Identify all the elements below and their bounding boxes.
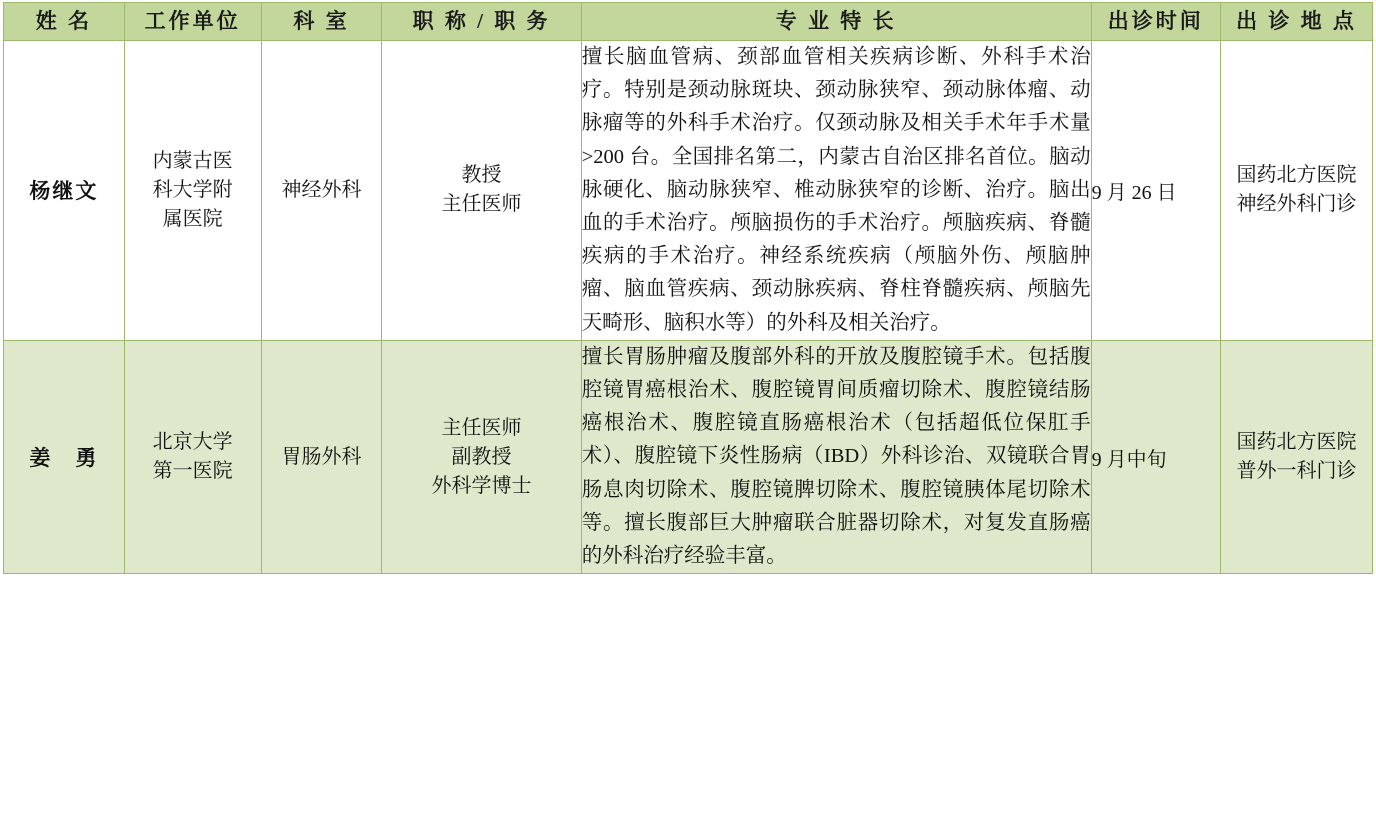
cell-specialty: 擅长胃肠肿瘤及腹部外科的开放及腹腔镜手术。包括腹腔镜胃癌根治术、腹腔镜胃间质瘤切除术、腹腔镜结肠癌根治术、腹腔镜直肠癌根治术（包括超低位保肛手术）、腹腔镜下炎性肠病（IBD）外科诊治、双镜联合胃肠息肉切除术、腹腔镜脾切除术、腹腔镜胰体尾切除术等。擅长腹部巨大肿瘤联合脏器切除术，对复发直肠癌的外科治疗经验丰富。 xyxy=(581,340,1091,573)
title-line: 外科学博士 xyxy=(431,474,532,497)
column-header-organization: 工作单位 xyxy=(124,3,261,41)
visit-location-line: 国药北方医院 xyxy=(1236,431,1357,454)
column-header-specialty: 专 业 特 长 xyxy=(581,3,1091,41)
organization-line: 科大学附 xyxy=(152,178,233,201)
visit-location-line: 普外一科门诊 xyxy=(1236,460,1357,483)
cell-title xyxy=(382,340,581,573)
column-header-visit-time: 出诊时间 xyxy=(1091,3,1220,41)
table-header-row xyxy=(4,3,1373,41)
table-header xyxy=(4,3,1373,41)
table-row xyxy=(4,340,1373,573)
doctor-roster-document xyxy=(0,2,1376,813)
visit-location-line: 神经外科门诊 xyxy=(1236,193,1357,216)
cell-visit-location xyxy=(1220,340,1372,573)
cell-visit-location xyxy=(1220,41,1372,341)
title-line: 主任医师 xyxy=(441,193,522,216)
organization-line: 北京大学 xyxy=(152,431,233,454)
organization-line: 属医院 xyxy=(162,207,223,230)
table-row xyxy=(4,41,1373,341)
cell-department: 神经外科 xyxy=(261,41,382,341)
doctor-roster-table xyxy=(3,2,1373,574)
visit-location-line: 国药北方医院 xyxy=(1236,164,1357,187)
column-header-title: 职 称 / 职 务 xyxy=(382,3,581,41)
cell-visit-time: 9 月中旬 xyxy=(1091,340,1220,573)
cell-title xyxy=(382,41,581,341)
table-body xyxy=(4,41,1373,574)
organization-line: 内蒙古医 xyxy=(152,149,233,172)
cell-visit-time: 9 月 26 日 xyxy=(1091,41,1220,341)
column-header-name: 姓 名 xyxy=(4,3,125,41)
column-header-visit-location: 出 诊 地 点 xyxy=(1220,3,1372,41)
cell-organization xyxy=(124,41,261,341)
cell-doctor-name: 杨继文 xyxy=(4,41,125,341)
cell-organization xyxy=(124,340,261,573)
cell-department: 胃肠外科 xyxy=(261,340,382,573)
cell-specialty: 擅长脑血管病、颈部血管相关疾病诊断、外科手术治疗。特别是颈动脉斑块、颈动脉狭窄、颈动脉体瘤、动脉瘤等的外科手术治疗。仅颈动脉及相关手术年手术量>200 台。全国排名第二，内蒙古自治区排名首位。脑动脉硬化、脑动脉狭窄、椎动脉狭窄的诊断、治疗。脑出血的手术治疗。颅脑损伤的手术治疗。颅脑疾病、脊髓疾病的手术治疗。神经系统疾病（颅脑外伤、颅脑肿瘤、脑血管疾病、颈动脉疾病、脊柱脊髓疾病、颅脑先天畸形、脑积水等）的外科及相关治疗。 xyxy=(581,41,1091,341)
title-line: 副教授 xyxy=(451,445,512,468)
cell-doctor-name: 姜 勇 xyxy=(4,340,125,573)
column-header-department: 科 室 xyxy=(261,3,382,41)
title-line: 主任医师 xyxy=(441,416,522,439)
organization-line: 第一医院 xyxy=(152,460,233,483)
title-line: 教授 xyxy=(461,164,502,187)
